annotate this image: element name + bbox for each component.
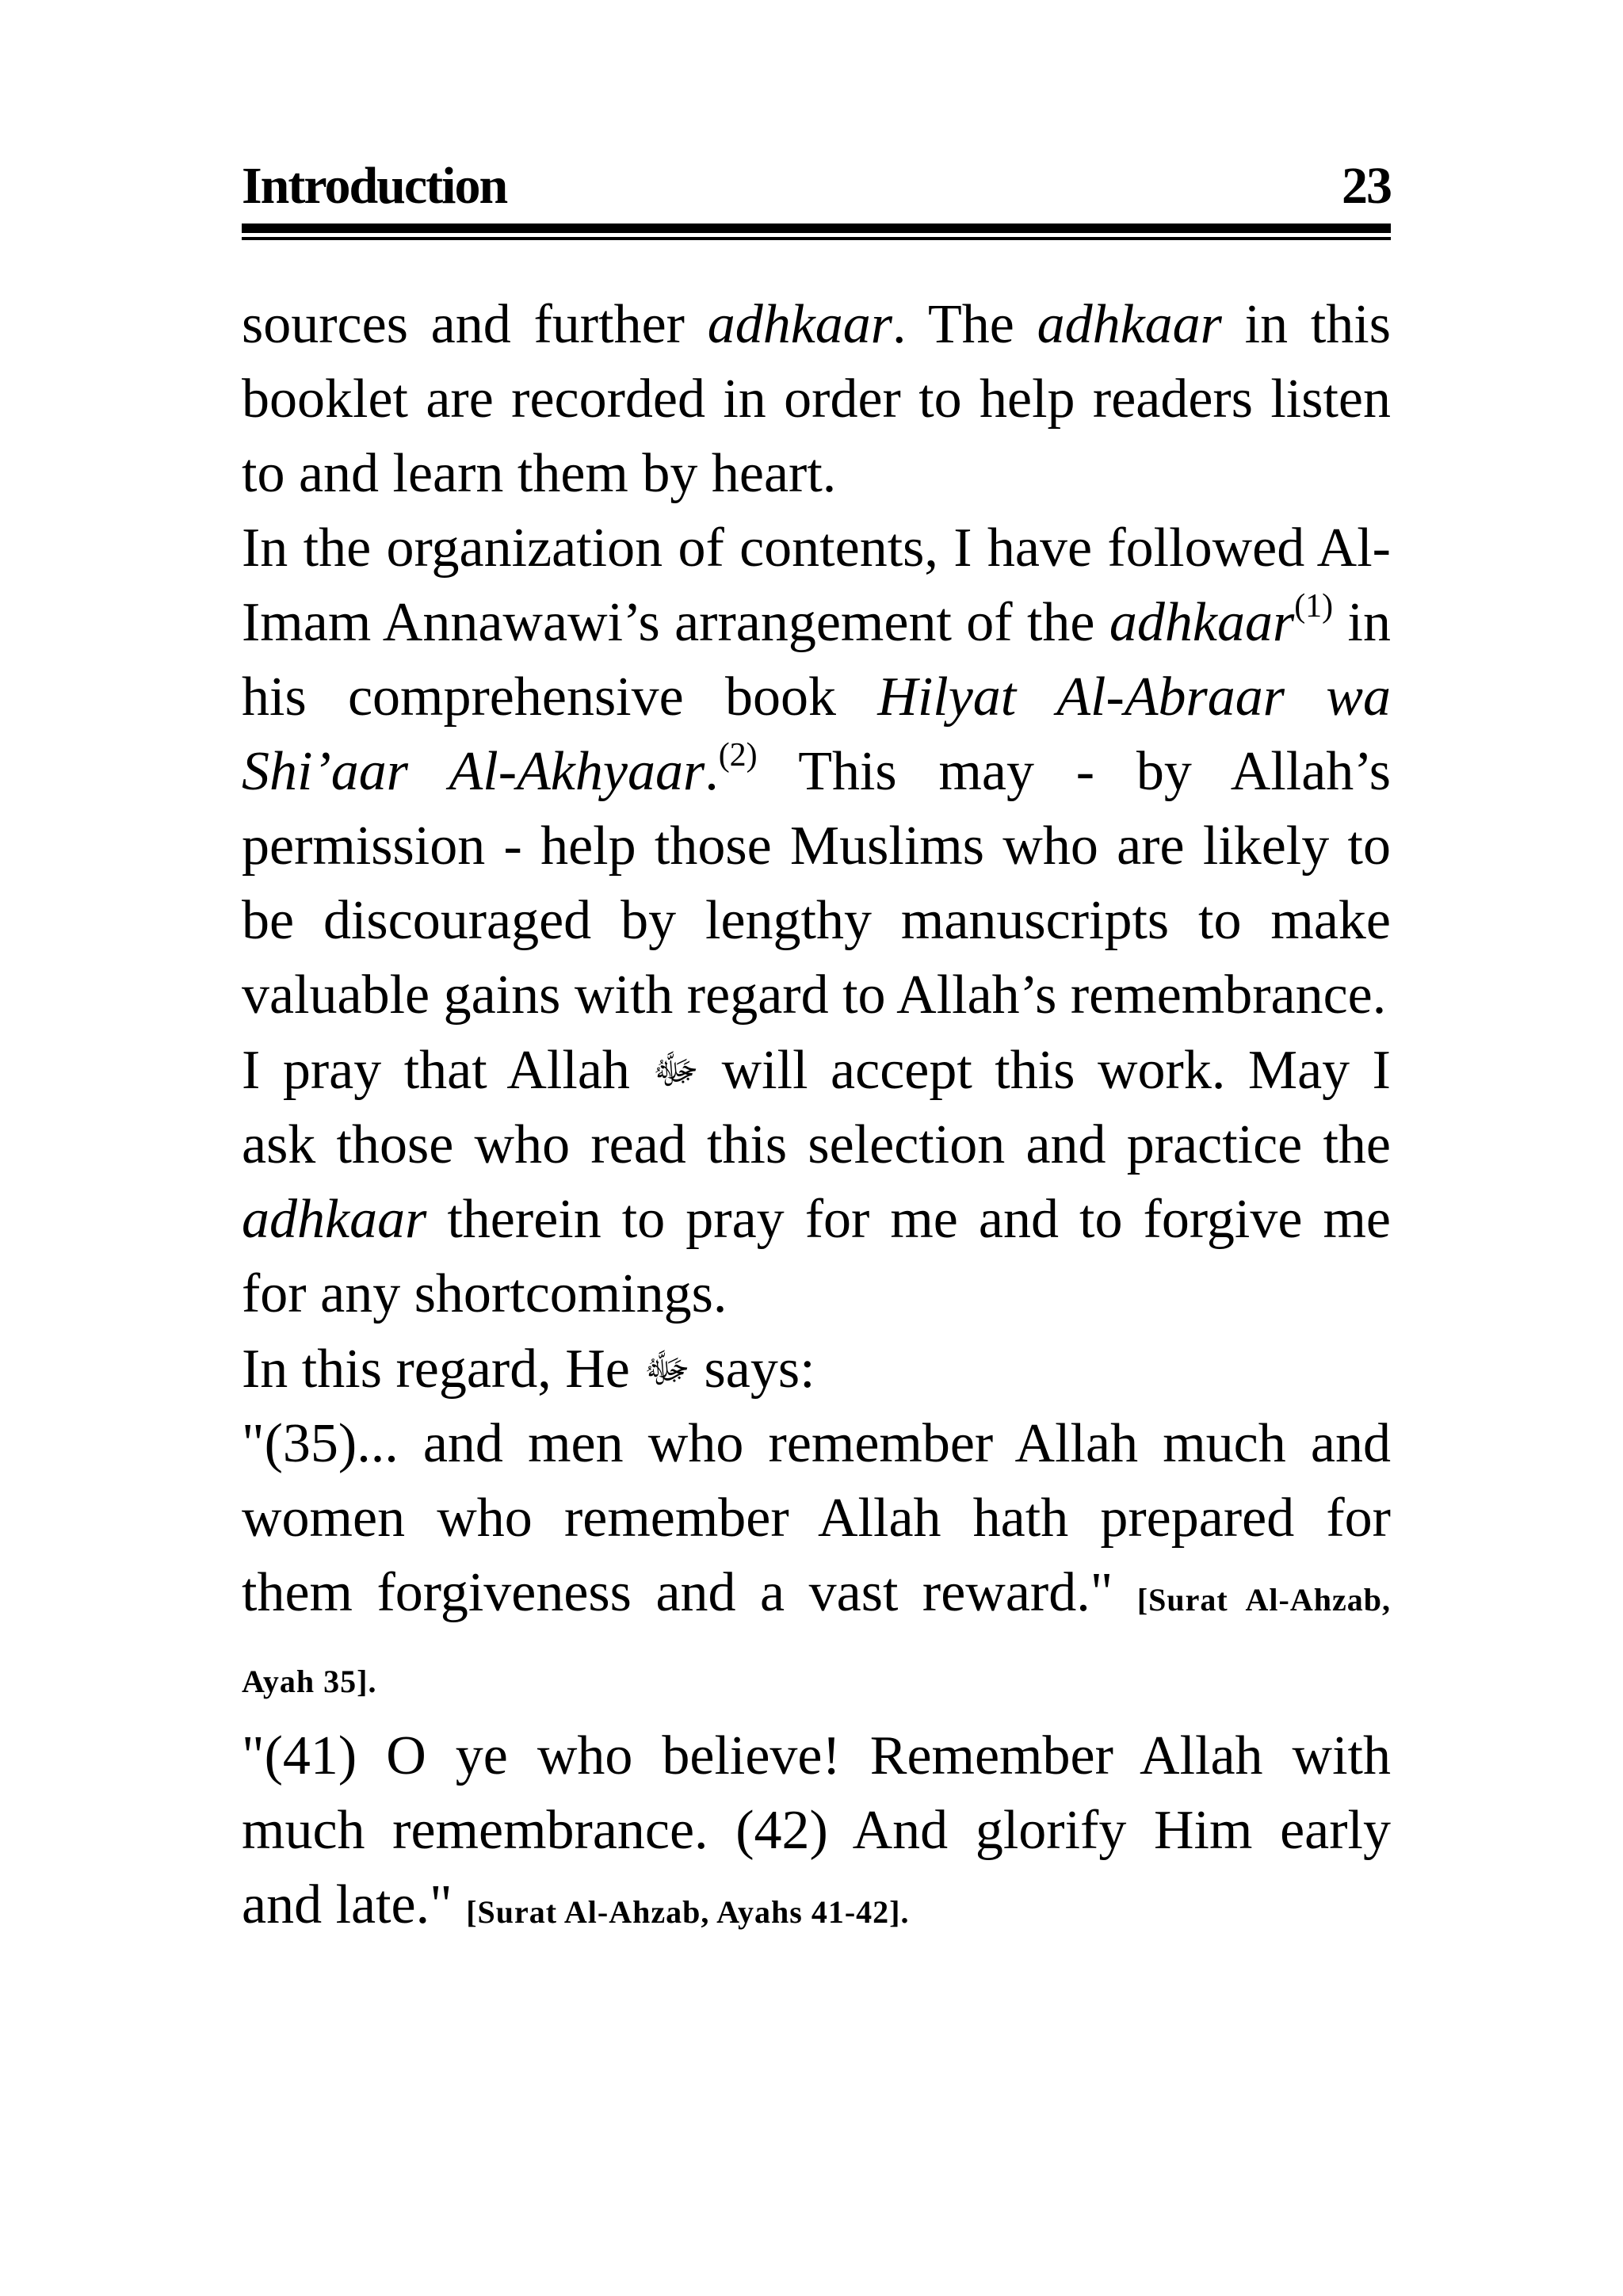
jalla-jalaluhu-symbol: ﷻ xyxy=(652,1046,700,1094)
body-text xyxy=(242,288,1391,1950)
text-run: This may - by Allah’s permission - help those Muslims who are likely to be discouraged by lengthy manuscripts to make valuable gains with regard to Allah’s remembrance. xyxy=(242,741,1391,1026)
italic-term: adhkaar xyxy=(1109,592,1295,653)
quote-text: "(35)... and men who remember Allah much and women who remember Allah hath prepared for them forgiveness and a vast reward." xyxy=(242,1413,1391,1623)
quran-quote xyxy=(242,1407,1391,1719)
paragraph xyxy=(242,511,1391,1033)
quran-quote xyxy=(242,1719,1391,1950)
paragraph xyxy=(242,1033,1391,1331)
page-number: 23 xyxy=(1342,157,1391,215)
text-run: In this regard, He xyxy=(242,1339,644,1400)
text-run: will accept this work. May I ask those who read this selection and practice the xyxy=(242,1040,1391,1175)
text-run: . xyxy=(705,741,719,802)
jalla-jalaluhu-symbol: ﷻ xyxy=(643,1345,691,1392)
book-title: Hilyat Al-Abraar wa Shi’aar Al-Akhyaar xyxy=(242,667,1391,802)
text-run: sources and further xyxy=(242,294,708,355)
text-run: says: xyxy=(690,1339,815,1400)
paragraph xyxy=(242,1331,1391,1407)
text-run: in his comprehensive book xyxy=(242,592,1392,728)
italic-term: adhkaar xyxy=(242,1189,427,1250)
text-run: . The xyxy=(892,294,1037,355)
quote-text: "(41) O ye who believe! Remember Allah with much remembrance. (42) And glorify Him early and late." xyxy=(242,1725,1391,1935)
running-header xyxy=(242,151,1391,215)
text-run: therein to pray for me and to forgive me for any shortcomings. xyxy=(242,1189,1391,1324)
quote-source: [Surat Al-Ahzab, Ayah 35]. xyxy=(242,1582,1391,1699)
text-run: In the organization of contents, I have followed Al-Imam Annawawi’s arrangement of the xyxy=(242,518,1391,653)
header-rule-thick xyxy=(242,223,1391,233)
footnote-marker: (1) xyxy=(1294,588,1334,625)
italic-term: adhkaar xyxy=(1037,294,1222,355)
header-rule-thin xyxy=(242,237,1391,240)
quote-source: [Surat Al-Ahzab, Ayahs 41-42]. xyxy=(466,1894,910,1930)
paragraph xyxy=(242,288,1391,511)
italic-term: adhkaar xyxy=(707,294,893,355)
chapter-title: Introduction xyxy=(242,157,507,215)
text-run: in this booklet are recorded in order to help readers listen to and learn them by heart. xyxy=(242,294,1391,504)
book-page xyxy=(242,151,1391,1950)
text-run: I pray that Allah xyxy=(242,1040,653,1101)
footnote-marker: (2) xyxy=(718,737,758,774)
